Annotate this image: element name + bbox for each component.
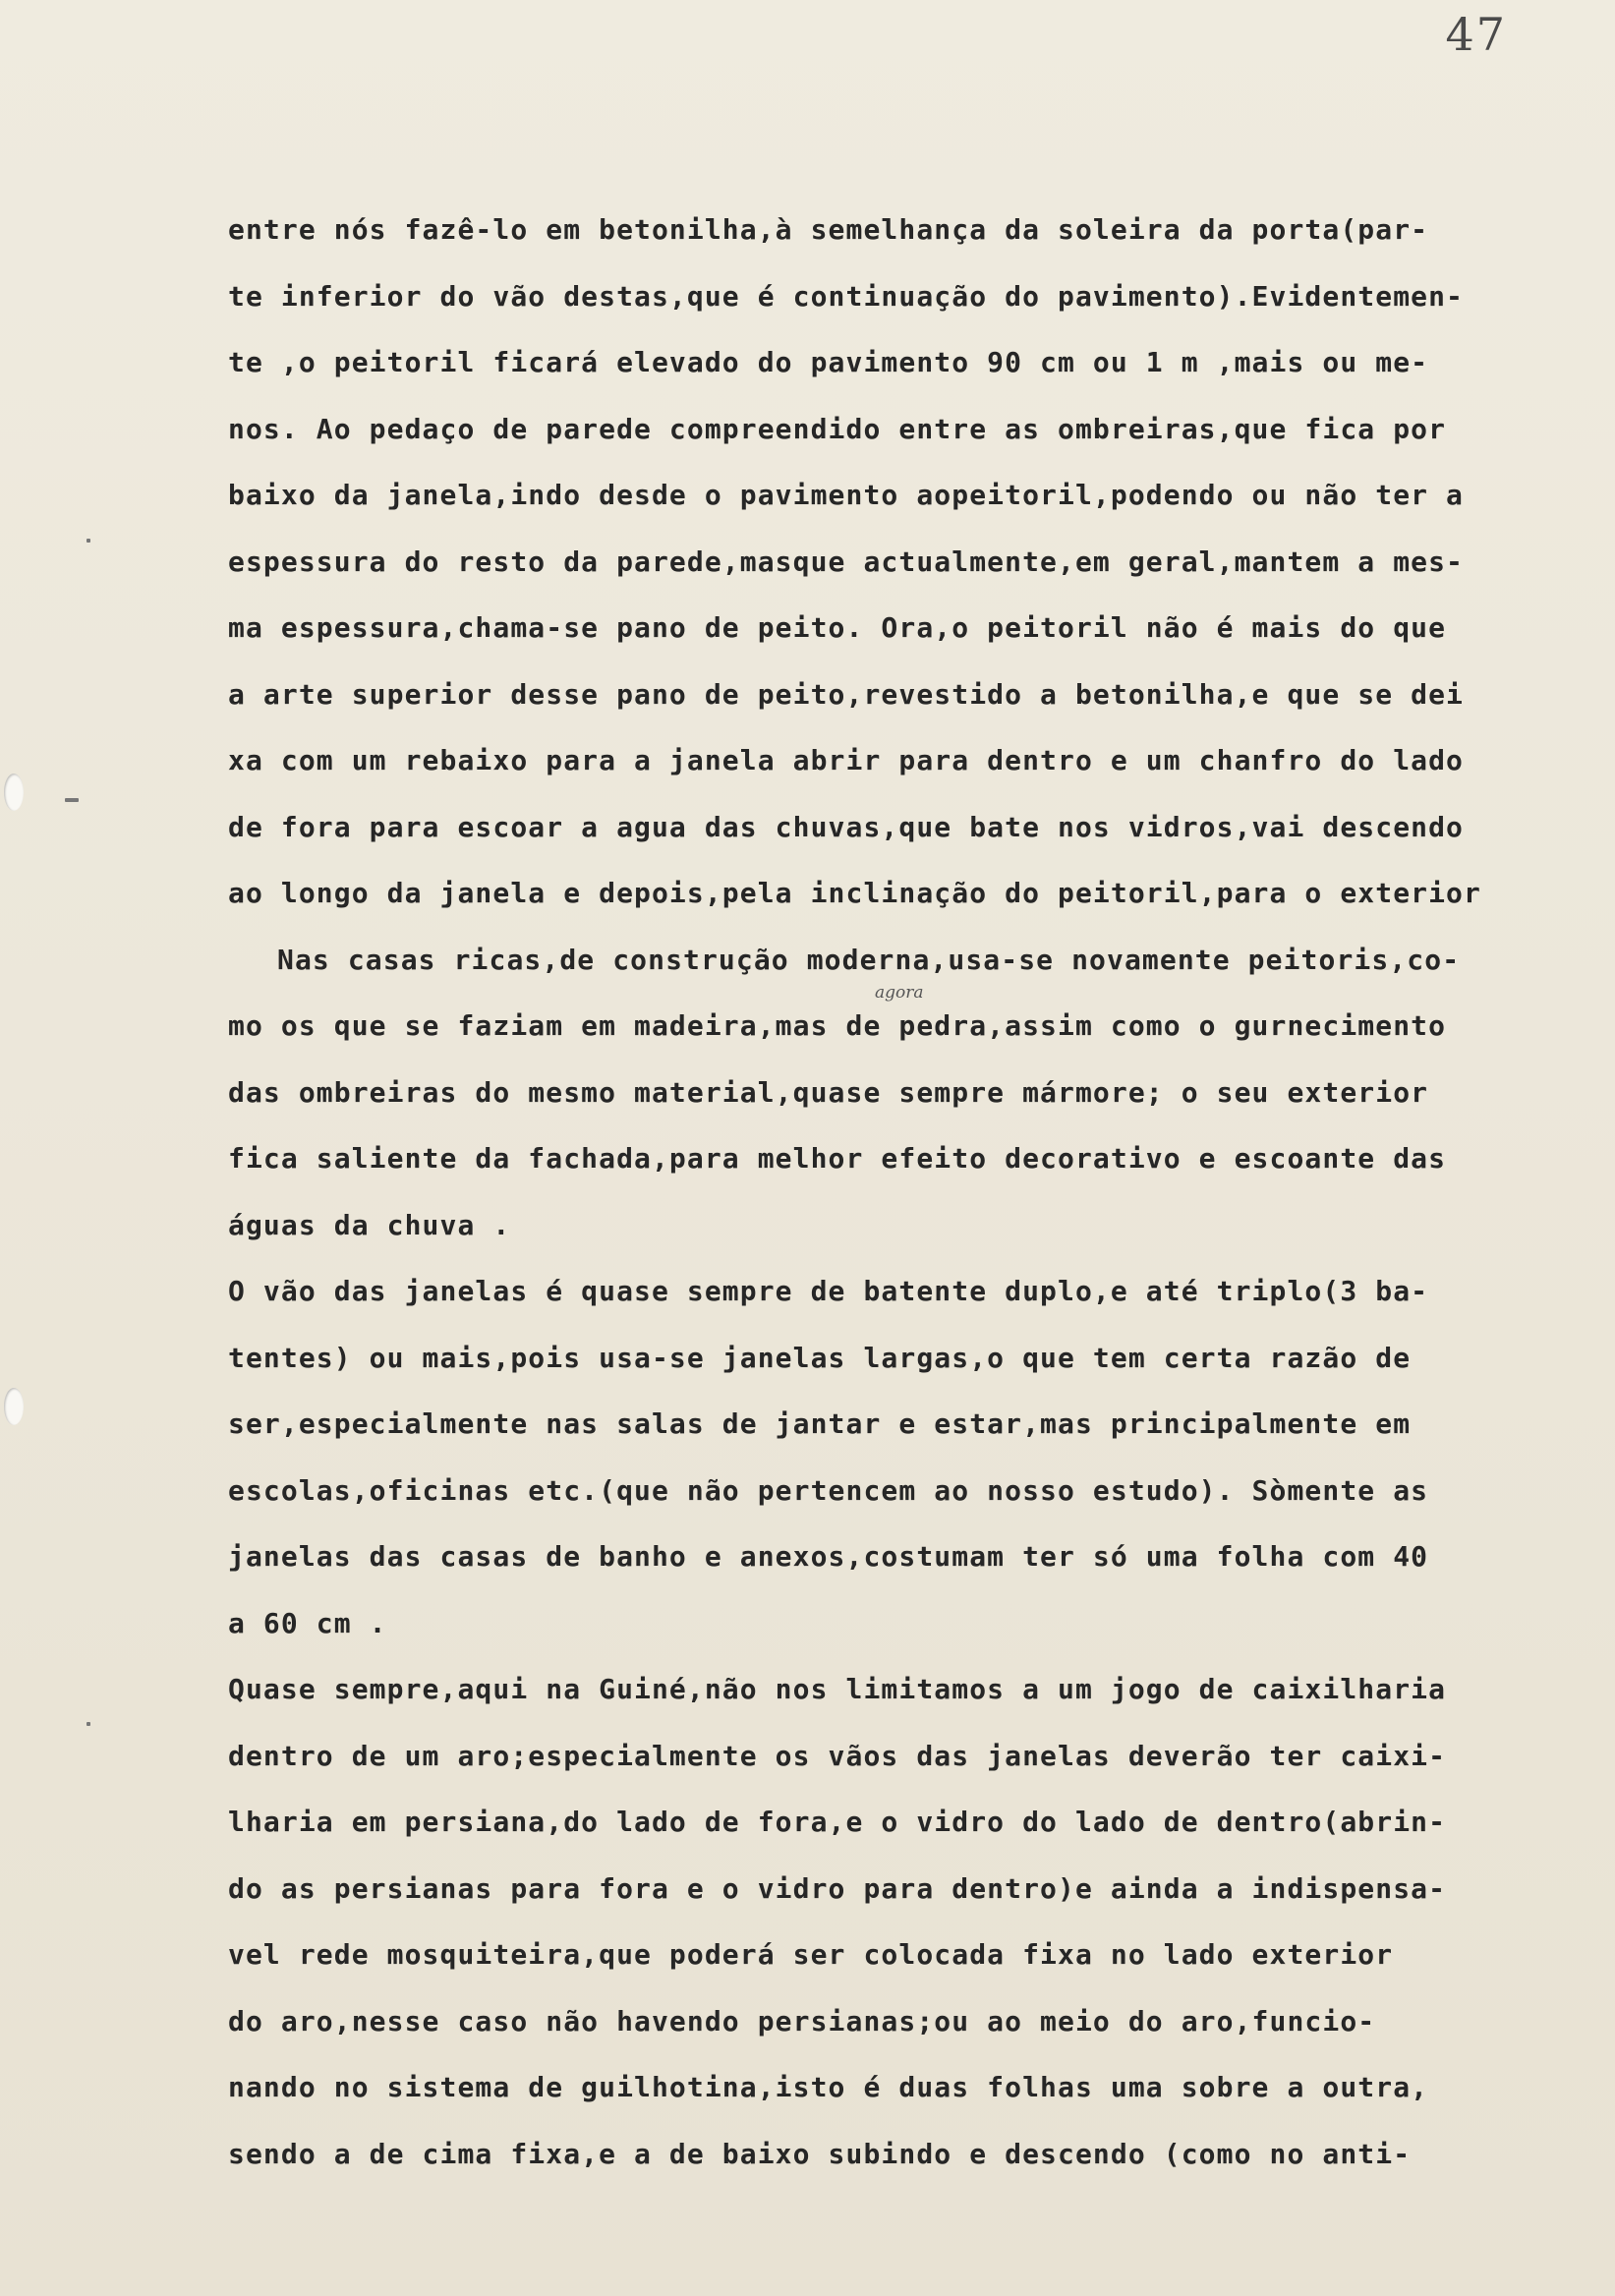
text-line: vel rede mosquiteira,que poderá ser colocada fixa no lado exterior bbox=[228, 1938, 1394, 1971]
text-line: fica saliente da fachada,para melhor efeito decorativo e escoante das bbox=[228, 1142, 1447, 1175]
text-line: lharia em persiana,do lado de fora,e o vidro do lado de dentro(abrin- bbox=[228, 1806, 1447, 1838]
text-line: do as persianas para fora e o vidro para dentro)e ainda a indispensa- bbox=[228, 1871, 1447, 1905]
text-line: escolas,oficinas etc.(que não pertencem ao nosso estudo). Sòmente as bbox=[228, 1473, 1429, 1507]
text-line: ao longo da janela e depois,pela inclinação do peitoril,para o exterior bbox=[228, 877, 1481, 909]
text-line: O vão das janelas é quase sempre de batente duplo,e até triplo(3 ba- bbox=[228, 1275, 1429, 1307]
paper-mark bbox=[65, 798, 79, 802]
text-line: a 60 cm . bbox=[228, 1606, 387, 1639]
paper-mark bbox=[87, 1722, 90, 1726]
text-line: ser,especialmente nas salas de jantar e estar,mas principalmente em bbox=[228, 1407, 1412, 1440]
text-line: te ,o peitoril ficará elevado do pavimento 90 cm ou 1 m ,mais ou me- bbox=[228, 346, 1429, 378]
text-line: janelas das casas de banho e anexos,costumam ter só uma folha com 40 bbox=[228, 1540, 1429, 1573]
text-line: de fora para escoar a agua das chuvas,que bate nos vidros,vai descendo bbox=[228, 810, 1465, 843]
text-line: baixo da janela,indo desde o pavimento aopeitoril,podendo ou não ter a bbox=[228, 479, 1465, 511]
text-line: Quase sempre,aqui na Guiné,não nos limitamos a um jogo de caixilharia bbox=[228, 1673, 1447, 1705]
text-line: dentro de um aro;especialmente os vãos das janelas deverão ter caixi- bbox=[228, 1739, 1447, 1772]
paper-mark bbox=[87, 539, 90, 543]
text-line: nos. Ao pedaço de parede compreendido entre as ombreiras,que fica por bbox=[228, 412, 1447, 445]
text-line: águas da chuva . bbox=[228, 1208, 511, 1241]
text-line: a arte superior desse pano de peito,revestido a betonilha,e que se dei bbox=[228, 677, 1465, 711]
text-line: espessura do resto da parede,masque actualmente,em geral,mantem a mes- bbox=[228, 545, 1465, 578]
typewritten-body bbox=[228, 197, 1594, 2187]
text-line: Nas casas ricas,de construção moderna,usa-se novamente peitoris,co- bbox=[277, 943, 1461, 976]
page-number: 47 bbox=[1445, 8, 1507, 61]
text-line: entre nós fazê-lo em betonilha,à semelhança da soleira da porta(par- bbox=[228, 213, 1429, 246]
text-line: tentes) ou mais,pois usa-se janelas largas,o que tem certa razão de bbox=[228, 1341, 1412, 1374]
punch-hole-top bbox=[4, 774, 24, 811]
handwritten-annotation: agora bbox=[875, 983, 924, 1003]
text-line: mo os que se faziam em madeira,mas de pedra,assim como o gurnecimento bbox=[228, 1009, 1447, 1042]
text-line: sendo a de cima fixa,e a de baixo subindo e descendo (como no anti- bbox=[228, 2137, 1412, 2170]
text-line: te inferior do vão destas,que é continuação do pavimento).Evidentemen- bbox=[228, 279, 1465, 313]
text-line: do aro,nesse caso não havendo persianas;ou ao meio do aro,funcio- bbox=[228, 2004, 1376, 2038]
text-line: ma espessura,chama-se pano de peito. Ora,o peitoril não é mais do que bbox=[228, 611, 1447, 644]
text-line: nando no sistema de guilhotina,isto é duas folhas uma sobre a outra, bbox=[228, 2071, 1429, 2103]
punch-hole-bottom bbox=[4, 1388, 24, 1425]
text-line: xa com um rebaixo para a janela abrir para dentro e um chanfro do lado bbox=[228, 744, 1465, 776]
text-line: das ombreiras do mesmo material,quase sempre mármore; o seu exterior bbox=[228, 1075, 1429, 1109]
